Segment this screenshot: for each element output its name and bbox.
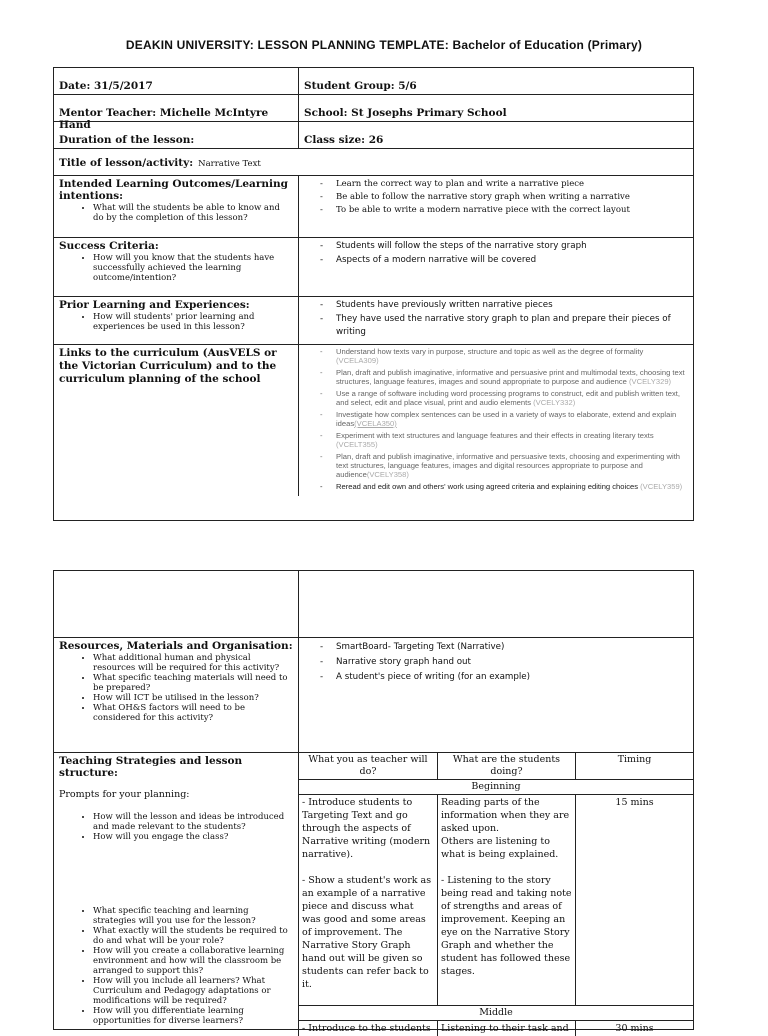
resource-item: - Narrative story graph hand out [320,655,688,669]
curriculum-item: - Reread and edit own and others' work using agreed criteria and explaining editing choices (VCELY359) [320,482,688,491]
resources-prompt: • What specific teaching materials will need to be prepared? [93,673,293,693]
resources-list [299,638,693,752]
strategy-prompt: • How will the lesson and ideas be introduced and made relevant to the students? [93,812,293,832]
begin-students-cell: Reading parts of the information when they are asked upon. Others are listening to what is being explained. - Listening to the story being read and taking note of strengths and areas of improvement. Keeping an eye on the Narrative Story Graph and whether the student has followed these stages. [438,795,576,1005]
col-timing-header: Timing [617,754,652,765]
title-sub: Bachelor of Education (Primary) [452,38,643,52]
resource-item: - A student's piece of writing (for an example) [320,670,688,684]
strategy-prompt: • How will you create a collaborative learning environment and how will the classroom be arranged to support this? [93,946,293,976]
resources-prompt: • How will ICT be utilised in the lesson? [93,693,293,703]
middle-timing-cell: 30 mins [615,1023,654,1034]
blank-cell [299,571,693,637]
outcome-item: - To be able to write a modern narrative piece with the correct layout [320,204,688,216]
outcomes-prompt: • What will the students be able to know and do by the completion of this lesson? [93,203,293,223]
curriculum-item: - Investigate how complex sentences can be used in a variety of ways to elaborate, extend and explain ideas(VCELA350) [320,410,688,428]
success-prompt: • How will you know that the students have successfully achieved the learning outcome/intention? [93,253,293,283]
resources-prompt: • What additional human and physical resources will be required for this activity? [93,653,293,673]
curriculum-item: - Experiment with text structures and language features and their effects in creating literary texts (VCELT355) [320,431,688,449]
phase-beginning: Beginning [299,779,693,794]
lesson-details-table [53,67,694,521]
success-item: - Students will follow the steps of the narrative story graph [320,240,688,253]
prior-prompt: • How will students' prior learning and experiences be used in this lesson? [93,312,293,332]
phase-middle: Middle [299,1005,693,1020]
begin-timing-cell: 15 mins [615,797,654,808]
outcomes-section [54,176,299,237]
prior-section [54,297,299,344]
curriculum-item: - Plan, draft and publish imaginative, informative and persuasive print and multimodal texts, choosing text structures, language features, images and sound appropriate to purpose and audience (VCELY329) [320,368,688,386]
strategies-grid [299,753,693,1036]
lesson-title-value: Narrative Text [198,159,261,169]
prior-item: - Students have previously written narrative pieces [320,299,688,312]
success-heading: Success Criteria: [59,240,159,252]
lesson-title-row [54,149,693,175]
prior-list [299,297,693,344]
resources-heading: Resources, Materials and Organisation: [59,640,293,652]
outcomes-heading: Intended Learning Outcomes/Learning intentions: [59,178,288,202]
lesson-title-label: Title of lesson/activity: [59,157,194,169]
curriculum-item: - Plan, draft and publish imaginative, informative and persuasive texts, choosing and experimenting with text structures, language features, images and digital resources appropriate to purpose and audience(VCELY358) [320,452,688,479]
lesson-structure-table [53,570,694,1034]
document-title [0,38,768,52]
success-item: - Aspects of a modern narrative will be covered [320,254,688,267]
middle-teacher-cell: - Introduce to the students [299,1021,438,1036]
duration-field: Duration of the lesson: [54,122,299,148]
resources-prompt: • What OH&S factors will need to be considered for this activity? [93,703,293,723]
curriculum-item: - Use a range of software including word processing programs to construct, edit and publish written text, and select, edit and place visual, print and audio elements (VCELY332) [320,389,688,407]
strategies-heading: Teaching Strategies and lesson structure: [59,755,243,779]
begin-teacher-cell: - Introduce students to Targeting Text and go through the aspects of Narrative writing (modern narrative). - Show a student's work as an example of a narrative piece and discuss what was good and some areas of improvement. The Narrative Story Graph hand out will be given so students can refer back to it. [299,795,438,1005]
school-field: School: St Josephs Primary School [304,107,507,119]
middle-students-cell: Listening to their task and [438,1021,576,1036]
title-main: DEAKIN UNIVERSITY: LESSON PLANNING TEMPLATE: [125,38,449,52]
prior-item: - They have used the narrative story graph to plan and prepare their pieces of writing [320,313,688,339]
curriculum-item: - Understand how texts vary in purpose, structure and topic as well as the degree of formality (VCELA309) [320,347,688,365]
blank-cell [54,571,299,637]
prior-heading: Prior Learning and Experiences: [59,299,250,311]
outcome-item: - Be able to follow the narrative story graph when writing a narrative [320,191,688,203]
strategies-section [54,753,299,1036]
date-field: Date: 31/5/2017 [54,68,299,94]
curriculum-heading: Links to the curriculum (AusVELS or the Victorian Curriculum) and to the curriculum planning of the school [54,345,299,496]
strategy-prompt: • How will you include all learners? What Curriculum and Pedagogy adaptations or modifications will be required? [93,976,293,1006]
outcome-item: - Learn the correct way to plan and write a narrative piece [320,178,688,190]
col-teacher-header: What you as teacher will do? [299,753,438,779]
curriculum-list [299,345,693,496]
success-list [299,238,693,296]
prompts-label: Prompts for your planning: [59,789,190,800]
class-size-field: Class size: 26 [304,134,384,146]
resource-item: - SmartBoard- Targeting Text (Narrative) [320,640,688,654]
strategy-prompt: • How will you differentiate learning opportunities for diverse learners? [93,1006,293,1026]
strategy-prompt: • What exactly will the students be required to do and what will be your role? [93,926,293,946]
strategy-prompt: • How will you engage the class? [93,832,293,842]
mentor-field: Mentor Teacher: Michelle McIntyre Hand [54,95,299,121]
outcomes-list [299,176,693,237]
resources-section [54,638,299,752]
student-group-field: Student Group: 5/6 [304,80,417,92]
success-section [54,238,299,296]
col-students-header: What are the students doing? [438,753,576,779]
strategy-prompt: • What specific teaching and learning strategies will you use for the lesson? [93,906,293,926]
